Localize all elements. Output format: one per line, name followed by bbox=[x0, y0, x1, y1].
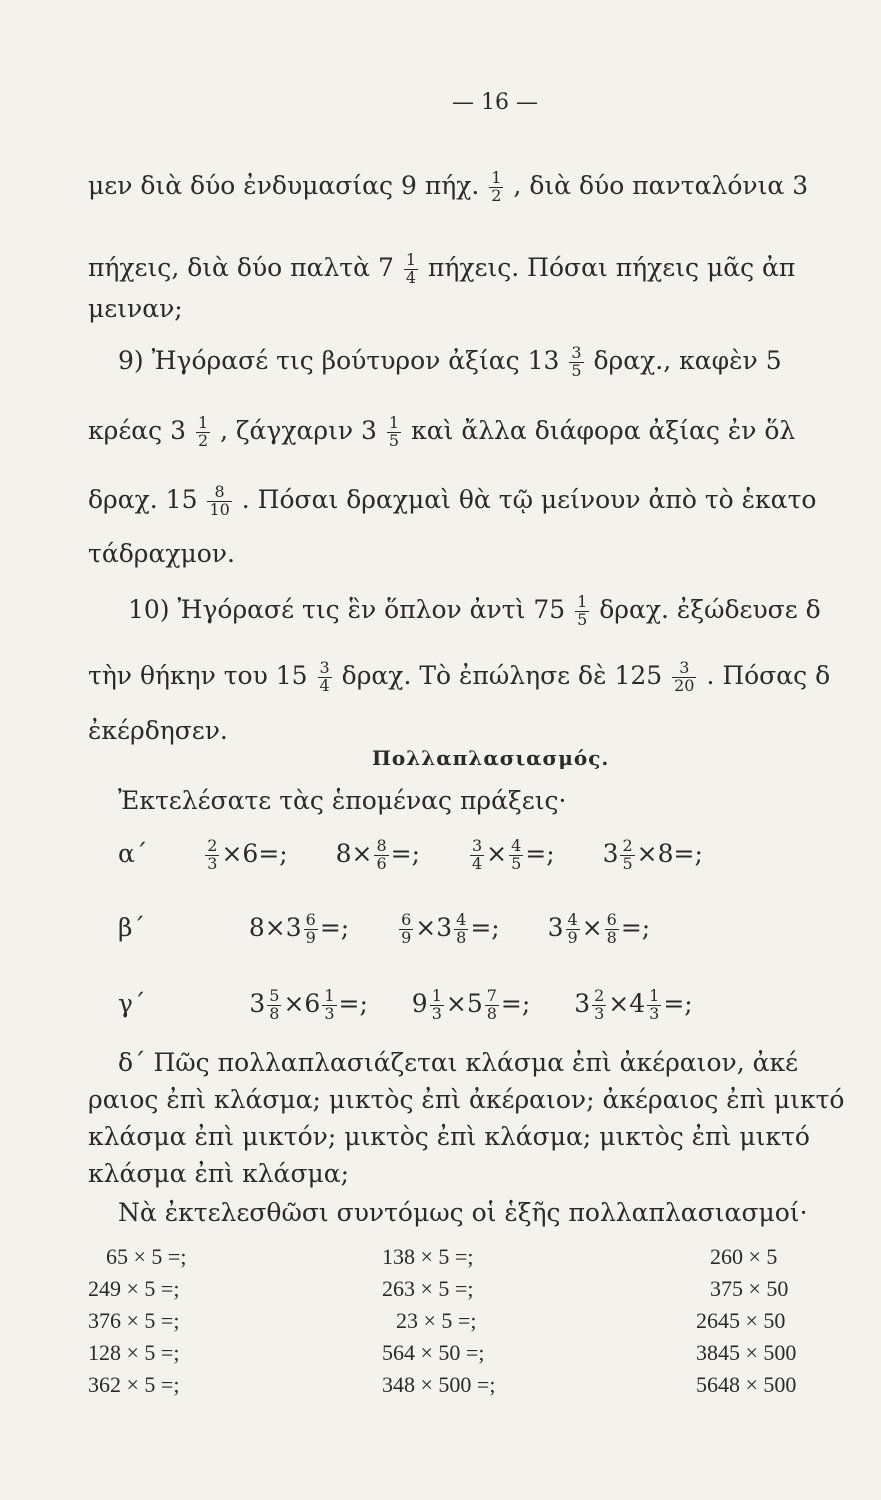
line-text: κρέας 3 bbox=[88, 415, 187, 445]
table-cell: 564 × 50 =; bbox=[382, 1340, 485, 1365]
line-text: , ζάγχαριν 3 bbox=[220, 415, 377, 445]
line-text: πήχεις. Πόσαι πήχεις μᾶς ἀπ bbox=[427, 252, 796, 282]
table-cell: 23 × 5 =; bbox=[396, 1308, 477, 1333]
line-text: 10) Ἠγόρασέ τις ἓν ὅπλον ἀντὶ 75 bbox=[128, 594, 566, 624]
text-line-1 bbox=[88, 170, 808, 205]
text-line-5 bbox=[88, 415, 795, 450]
table-cell: 2645 × 50 bbox=[696, 1308, 786, 1333]
line-text: καὶ ἄλλα διάφορα ἀξίας ἐν ὅλ bbox=[411, 415, 796, 445]
exercise-row-beta bbox=[118, 912, 858, 947]
fraction: $\frac{1}{5}$ bbox=[388, 413, 400, 450]
table-cell: 260 × 5 bbox=[710, 1244, 778, 1269]
text-line-6 bbox=[88, 484, 816, 519]
exercise-row-gamma bbox=[118, 988, 858, 1023]
text-line-3: μειναν; bbox=[88, 294, 183, 323]
exercise: 3 $\frac{5}{8}$ ×6 $\frac{1}{3}$ =; bbox=[249, 986, 368, 1023]
line-text: . Πόσας δ bbox=[706, 660, 831, 690]
table-cell: 375 × 50 bbox=[710, 1276, 789, 1301]
table-cell: 128 × 5 =; bbox=[88, 1340, 180, 1365]
fraction: $\frac{1}{2}$ bbox=[197, 413, 209, 450]
instruction-2: Νὰ ἐκτελεσθῶσι συντόμως οἱ ἑξῆς πολλαπλασιασμοί· bbox=[118, 1198, 808, 1227]
fraction: $\frac{3}{20}$ bbox=[674, 658, 695, 695]
exercise-row-alpha bbox=[118, 838, 858, 873]
text-line-4 bbox=[118, 345, 782, 380]
table-cell: 249 × 5 =; bbox=[88, 1276, 180, 1301]
line-text: δραχ. ἐξώδευσε δ bbox=[599, 594, 821, 624]
section-heading: Πολλαπλασιασμός. bbox=[372, 746, 610, 770]
exercise: 8×3 $\frac{6}{9}$ =; bbox=[248, 910, 350, 947]
delta-line-4: κλάσμα ἐπὶ κλάσμα; bbox=[88, 1159, 350, 1188]
table-cell: 263 × 5 =; bbox=[382, 1276, 474, 1301]
table-cell: 65 × 5 =; bbox=[106, 1244, 187, 1269]
row-label: β΄ bbox=[118, 912, 145, 942]
line-text: . Πόσαι δραχμαὶ θὰ τῷ μείνουν ἀπὸ τὸ ἑκατο bbox=[241, 484, 817, 514]
text-line-2 bbox=[88, 252, 795, 287]
exercise: 3 $\frac{2}{5}$ ×8=; bbox=[602, 836, 703, 873]
table-cell: 3845 × 500 bbox=[696, 1340, 797, 1365]
fraction: $\frac{1}{2}$ bbox=[491, 168, 502, 205]
text-line-7: τάδραχμον. bbox=[88, 539, 235, 568]
table-cell: 138 × 5 =; bbox=[382, 1244, 474, 1269]
line-text: δραχ. Τὸ ἐπώλησε δὲ 125 bbox=[341, 660, 663, 690]
table-cell: 348 × 500 =; bbox=[382, 1372, 496, 1397]
fraction: $\frac{3}{5}$ bbox=[571, 343, 582, 380]
fraction: $\frac{8}{10}$ bbox=[209, 482, 230, 519]
line-text: δραχ., καφὲν 5 bbox=[593, 345, 782, 375]
line-text: δραχ. 15 bbox=[88, 484, 198, 514]
table-cell: 362 × 5 =; bbox=[88, 1372, 180, 1397]
row-label: α΄ bbox=[118, 838, 148, 868]
delta-line-1: δ΄ Πῶς πολλαπλασιάζεται κλάσμα ἐπὶ ἀκέραιον, ἀκέ bbox=[118, 1048, 799, 1077]
row-label: γ΄ bbox=[118, 988, 146, 1018]
page-number: — 16 — bbox=[452, 90, 538, 115]
exercise: 3 $\frac{2}{3}$ ×4 $\frac{1}{3}$ =; bbox=[574, 986, 693, 1023]
table-cell: 5648 × 500 bbox=[696, 1372, 797, 1397]
fraction: $\frac{1}{4}$ bbox=[405, 250, 416, 287]
line-text: μεν διὰ δύο ἐνδυμασίας 9 πήχ. bbox=[88, 170, 480, 200]
line-text: πήχεις, διὰ δύο παλτὰ 7 bbox=[88, 252, 394, 282]
line-text: τὴν θήκην του 15 bbox=[88, 660, 308, 690]
text-line-9 bbox=[88, 660, 830, 695]
exercise: 3 $\frac{4}{9}$ × $\frac{6}{8}$ =; bbox=[547, 910, 651, 947]
delta-line-3: κλάσμα ἐπὶ μικτόν; μικτὸς ἐπὶ κλάσμα; μικτὸς ἐπὶ μικτό bbox=[88, 1122, 810, 1151]
line-text: , διὰ δύο πανταλόνια 3 bbox=[513, 170, 809, 200]
exercise: $\frac{3}{4}$ × $\frac{4}{5}$ =; bbox=[471, 836, 555, 873]
exercise: 8× $\frac{8}{6}$ =; bbox=[335, 836, 421, 873]
line-text: 9) Ἠγόρασέ τις βούτυρον ἀξίας 13 bbox=[118, 345, 560, 375]
text-line-10: ἐκέρδησεν. bbox=[88, 716, 228, 745]
instruction: Ἐκτελέσατε τὰς ἑπομένας πράξεις· bbox=[118, 786, 567, 815]
fraction: $\frac{3}{4}$ bbox=[319, 658, 330, 695]
table-cell: 376 × 5 =; bbox=[88, 1308, 180, 1333]
fraction: $\frac{1}{5}$ bbox=[577, 592, 588, 629]
exercise: $\frac{2}{3}$ ×6=; bbox=[207, 836, 288, 873]
exercise: $\frac{6}{9}$ ×3 $\frac{4}{8}$ =; bbox=[401, 910, 500, 947]
exercise: 9 $\frac{1}{3}$ ×5 $\frac{7}{8}$ =; bbox=[411, 986, 531, 1023]
text-line-8 bbox=[128, 594, 821, 629]
delta-line-2: ραιος ἐπὶ κλάσμα; μικτὸς ἐπὶ ἀκέραιον; ἀκέραιος ἐπὶ μικτό bbox=[88, 1085, 845, 1114]
